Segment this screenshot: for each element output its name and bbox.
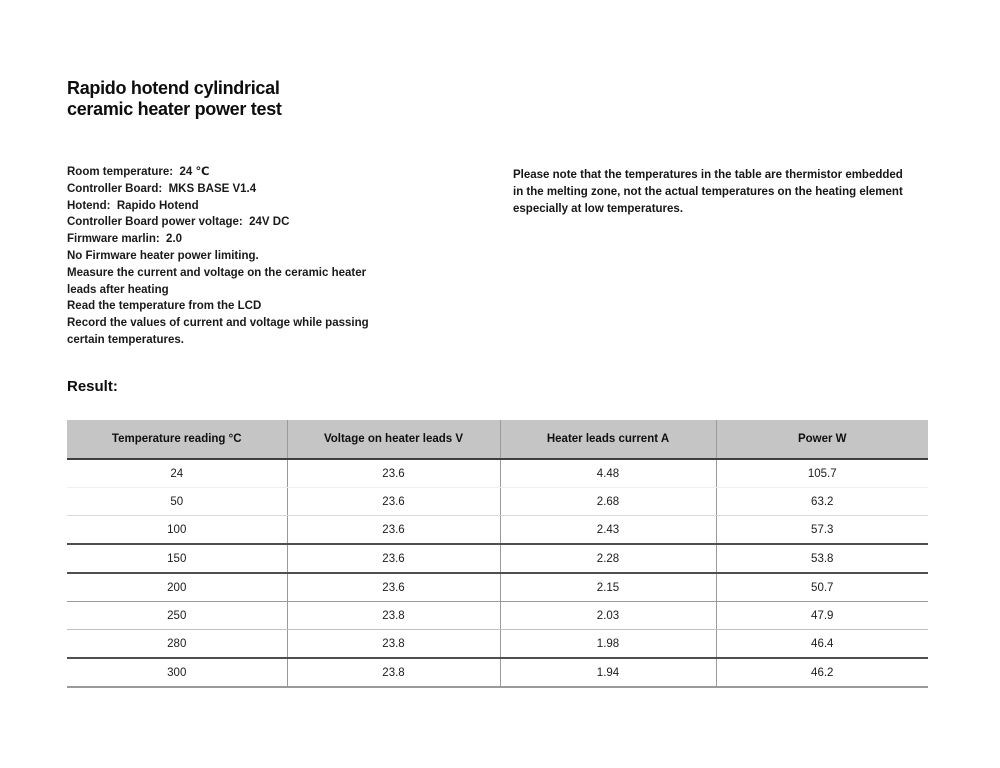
table-row (67, 602, 928, 630)
table-row (67, 459, 928, 488)
table-row (67, 630, 928, 659)
table-cell: 2.28 (500, 544, 716, 573)
table-cell: 23.8 (287, 602, 500, 630)
header-cell-temperature: Temperature reading °C (67, 420, 287, 459)
table-cell: 23.6 (287, 488, 500, 516)
table-cell: 105.7 (716, 459, 928, 488)
table-cell: 250 (67, 602, 287, 630)
table-cell: 200 (67, 573, 287, 602)
note-line: in the melting zone, not the actual temperatures on the heating element (513, 185, 903, 198)
table-row (67, 544, 928, 573)
setup-line: No Firmware heater power limiting. (67, 249, 259, 262)
table-cell: 280 (67, 630, 287, 659)
results-table (67, 420, 928, 688)
table-row (67, 516, 928, 545)
table-cell: 23.8 (287, 630, 500, 659)
table-cell: 23.6 (287, 544, 500, 573)
setup-line: certain temperatures. (67, 333, 184, 346)
table-cell: 4.48 (500, 459, 716, 488)
table-cell: 46.2 (716, 658, 928, 687)
table-cell: 46.4 (716, 630, 928, 659)
table-cell: 150 (67, 544, 287, 573)
table-cell: 2.68 (500, 488, 716, 516)
table-cell: 1.94 (500, 658, 716, 687)
table-cell: 23.6 (287, 573, 500, 602)
table-cell: 53.8 (716, 544, 928, 573)
table-cell: 100 (67, 516, 287, 545)
result-heading: Result: (67, 378, 118, 395)
setup-line: Hotend: Rapido Hotend (67, 199, 199, 212)
table-cell: 24 (67, 459, 287, 488)
header-cell-voltage: Voltage on heater leads V (287, 420, 500, 459)
setup-line: Record the values of current and voltage while passing (67, 317, 369, 330)
table-row (67, 573, 928, 602)
setup-line: leads after heating (67, 283, 169, 296)
table-header-row (67, 420, 928, 459)
table-cell: 50 (67, 488, 287, 516)
table-cell: 300 (67, 658, 287, 687)
table-cell: 23.6 (287, 516, 500, 545)
table-cell: 57.3 (716, 516, 928, 545)
table-cell: 2.43 (500, 516, 716, 545)
table-cell: 63.2 (716, 488, 928, 516)
page-title-line-1: Rapido hotend cylindrical (67, 78, 280, 98)
page-title (67, 78, 282, 120)
setup-line: Firmware marlin: 2.0 (67, 233, 183, 246)
test-setup-block (67, 164, 369, 349)
table-cell: 50.7 (716, 573, 928, 602)
table-cell: 23.6 (287, 459, 500, 488)
setup-line: Controller Board power voltage: 24V DC (67, 216, 290, 229)
table-cell: 23.8 (287, 658, 500, 687)
setup-line: Controller Board: MKS BASE V1.4 (67, 182, 257, 195)
setup-line: Room temperature: 24 ℃ (67, 166, 210, 178)
table-cell: 2.15 (500, 573, 716, 602)
table-row (67, 488, 928, 516)
header-cell-power: Power W (716, 420, 928, 459)
note-line: Please note that the temperatures in the table are thermistor embedded (513, 169, 903, 181)
page-title-line-2: ceramic heater power test (67, 99, 282, 119)
setup-line: Read the temperature from the LCD (67, 300, 262, 313)
table-row (67, 658, 928, 687)
thermistor-note-block (513, 167, 903, 217)
table-cell: 2.03 (500, 602, 716, 630)
table-cell: 1.98 (500, 630, 716, 659)
setup-line: Measure the current and voltage on the ceramic heater (67, 266, 367, 279)
table-cell: 47.9 (716, 602, 928, 630)
table-body (67, 459, 928, 687)
note-line: especially at low temperatures. (513, 202, 684, 215)
header-cell-current: Heater leads current A (500, 420, 716, 459)
